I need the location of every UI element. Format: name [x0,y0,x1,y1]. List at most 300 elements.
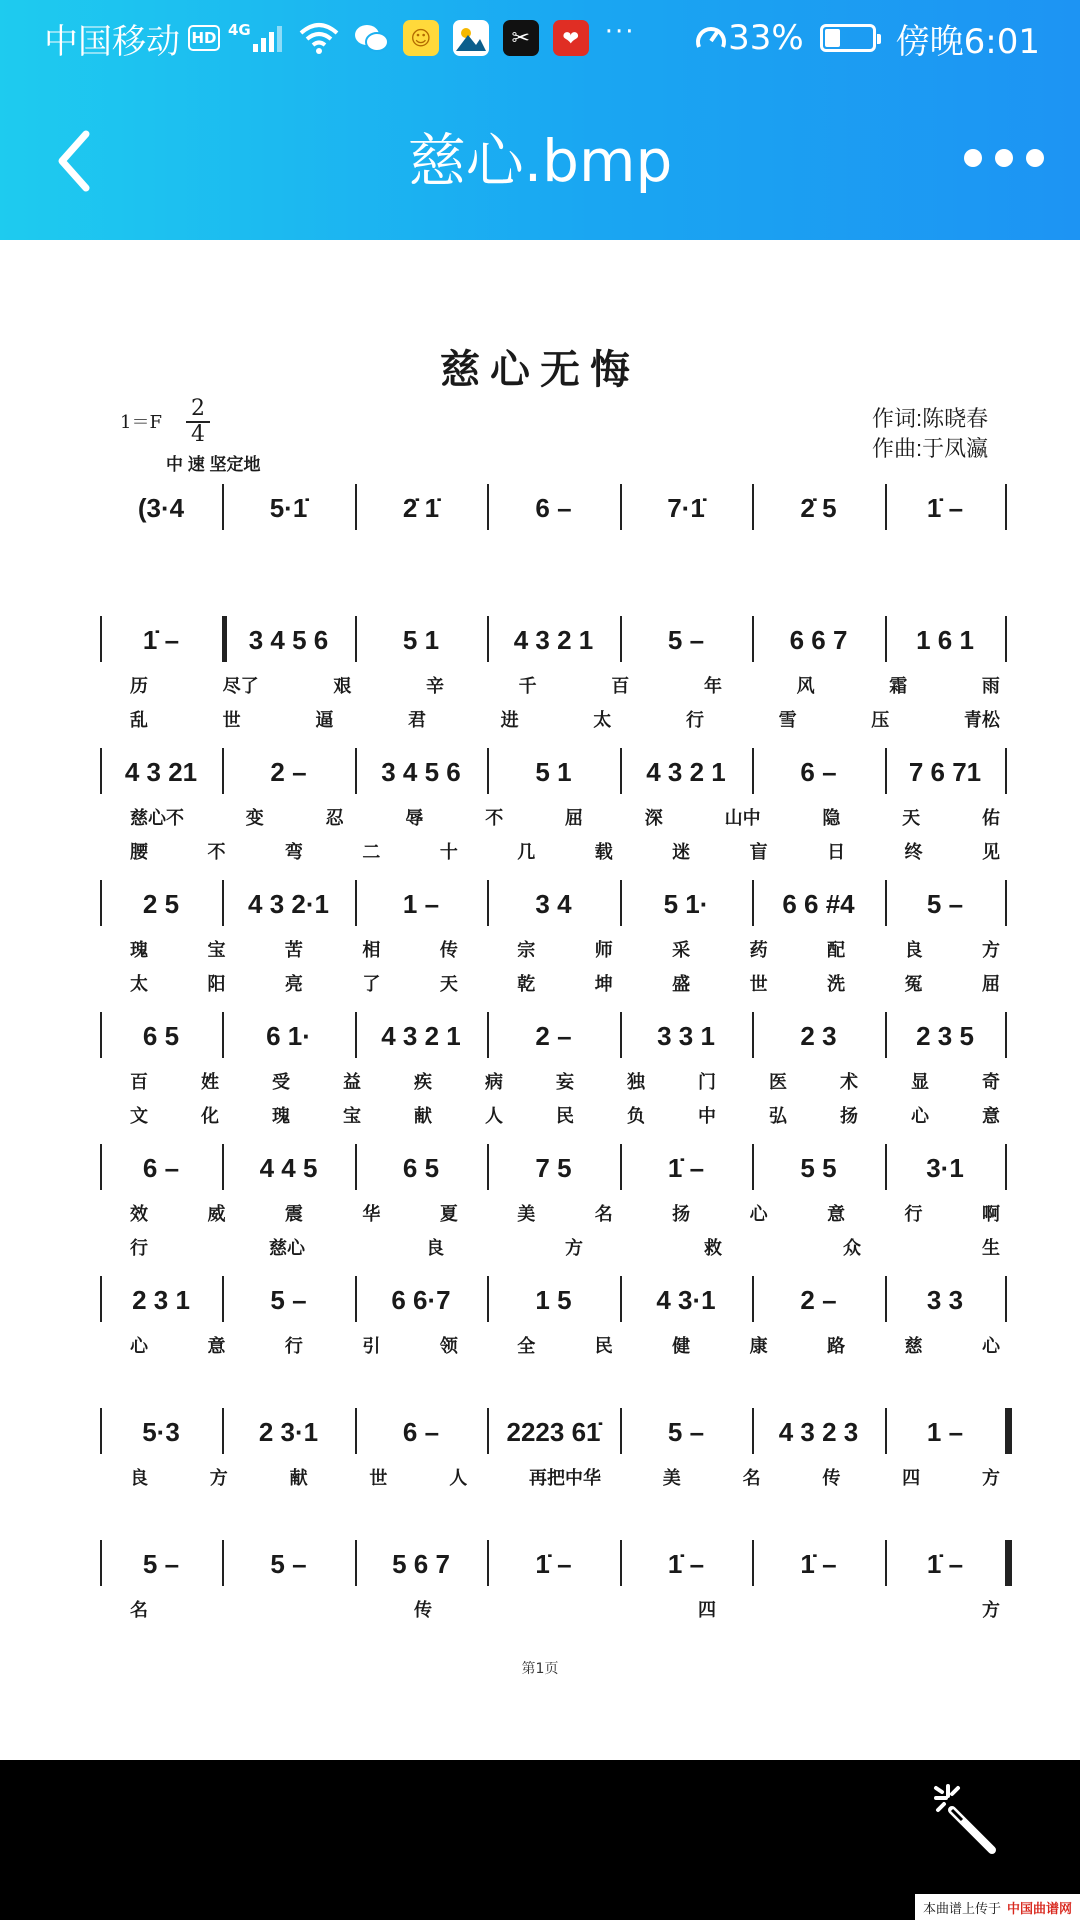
measure: 6 6 #4 [782,888,855,919]
barline [100,1012,102,1058]
lyric-word: 屈 [981,974,1000,995]
more-menu-button[interactable] [964,138,1044,178]
measure: 4 3 2 1 [513,624,594,655]
lyric-word: 献 [289,1468,308,1489]
lyric-line [130,1200,1000,1226]
lyric-word: 啊 [981,1204,1000,1225]
measure: 5·1̇ [269,492,308,523]
lyric-word: 名 [742,1468,761,1489]
lyric-word: 忍 [325,808,344,829]
barline [222,1540,224,1586]
measure: 5·3 [142,1416,180,1447]
lyric-word: 见 [981,842,1000,863]
score-title: 慈心无悔 [440,346,640,393]
lyric-word: 盛 [672,974,691,995]
barline [1005,1144,1007,1190]
lyric-word: 阳 [207,974,226,995]
lyric-word: 人 [485,1106,503,1127]
lyric-word: 君 [407,710,426,731]
lyric-word: 显 [911,1072,929,1093]
lyric-line [130,706,1000,732]
lyric-line [130,1234,1000,1260]
measure: 6 6·7 [391,1284,451,1315]
lyric-word: 宝 [343,1106,361,1127]
source-watermark: 本曲谱上传于 中国曲谱网 [915,1894,1080,1920]
barline [355,1408,357,1454]
lyric-word: 天 [439,974,458,995]
lyric-word: 压 [871,710,890,731]
barline [487,1408,489,1454]
lyric-word: 终 [904,842,923,863]
score-row [0,872,1080,1000]
time-signature: 2 4 [186,398,210,446]
barline [885,748,887,794]
barline [355,880,357,926]
lyric-word: 良 [426,1238,444,1259]
lyric-word: 行 [284,1336,303,1357]
lyric-word: 世 [369,1468,388,1489]
more-horizontal-icon [964,149,982,167]
measure: 5 – [667,624,705,655]
lyric-word: 夏 [439,1204,458,1225]
measure: 1 6 1 [916,624,974,655]
barline [487,484,489,530]
measure: 2 – [535,1020,572,1051]
barline [1005,484,1007,530]
lyric-word: 扬 [840,1106,858,1127]
status-bar-right [694,14,1040,62]
lyric-word: 坤 [594,974,613,995]
lyric-word: 效 [130,1204,148,1225]
lyric-word: 受 [272,1072,290,1093]
barline [487,1144,489,1190]
barline [1005,1012,1007,1058]
sheet-music-image [0,240,1080,1760]
page-number: 第1页 [521,1661,559,1677]
lyric-line [130,970,1000,996]
barline [487,1276,489,1322]
barline [222,1408,224,1454]
lyric-word: 再把中华 [528,1468,601,1489]
speed-icon [694,21,728,55]
lyric-word: 姓 [201,1072,219,1093]
emoji-app-icon: ☺ [403,20,439,56]
measure: 4 3·1 [656,1284,716,1315]
barline [355,616,357,662]
status-bar-left [44,14,636,62]
score-row [0,1532,1080,1660]
lyric-word: 益 [343,1072,361,1093]
measure: 2 – [270,756,307,787]
measure: 4 4 5 [259,1152,318,1183]
lyric-word: 行 [130,1238,148,1259]
lyric-word: 四 [902,1468,921,1489]
barline [1005,1408,1012,1454]
clock: 傍晚6:01 [895,21,1040,62]
lyric-word: 逼 [315,710,334,731]
score-row [0,1268,1080,1396]
lyric-word: 献 [414,1106,432,1127]
magic-wand-icon [922,1770,1012,1860]
lyric-word: 百 [611,676,630,697]
lyric-word: 太 [130,974,148,995]
lyric-word: 弘 [769,1106,787,1127]
lyric-word: 了 [362,974,381,995]
barline [620,616,622,662]
score-row [0,1400,1080,1528]
lyricist: 作词:陈晓春 [872,406,989,431]
lyric-word: 雨 [981,676,1000,697]
lyric-word: 慈心 [269,1238,305,1259]
barline [885,880,887,926]
capcut-icon: ✂ [503,20,539,56]
measure: 6 5 [402,1152,440,1183]
measure: 2 3 1 [132,1284,190,1315]
lyric-line [130,672,1000,698]
lyric-word: 山中 [724,808,761,829]
measure: 5 – [926,888,964,919]
measure: 7 5 [535,1152,572,1183]
wechat-icon [353,20,389,56]
measure: 6 – [535,492,572,523]
measure: 1̇ – [800,1548,837,1579]
barline [100,616,102,662]
barline [752,748,754,794]
barline [222,748,224,794]
lyric-word: 相 [362,940,381,961]
lyric-word: 十 [439,842,458,863]
lyric-word: 方 [982,1600,1000,1621]
barline [487,1012,489,1058]
lyric-word: 宗 [517,940,536,961]
lyric-word: 名 [130,1600,148,1621]
lyric-word: 心 [130,1336,148,1357]
lyric-word: 震 [284,1204,303,1225]
lyric-word: 传 [439,940,458,961]
lyric-word: 瑰 [130,940,148,961]
lyric-word: 配 [827,940,846,961]
lyric-word: 良 [904,940,923,961]
measure: 2 3 5 [916,1020,974,1051]
lyric-word: 民 [594,1336,613,1357]
lyric-word: 扬 [672,1204,691,1225]
network-type: 4G [228,21,251,39]
measure: 6 1· [266,1020,311,1051]
battery-icon [820,24,876,52]
measure: 1 – [926,1416,964,1447]
barline [620,1144,622,1190]
barline [752,1276,754,1322]
battery-percent: 33% [728,18,804,58]
barline [222,1276,224,1322]
lyric-word: 医 [769,1072,787,1093]
lyric-word: 四 [698,1600,716,1621]
measure: 5 1 [402,624,440,655]
lyric-word: 亮 [284,974,303,995]
barline [752,1408,754,1454]
measure: 1̇ – [667,1152,705,1183]
lyric-word: 病 [485,1072,503,1093]
barline [487,616,489,662]
measure: 3 4 5 6 [248,624,329,655]
lyric-line [130,838,1000,864]
bottom-toolbar [0,1760,1080,1920]
lyric-word: 历 [130,676,148,697]
more-notifications: ··· [604,17,636,47]
lyric-word: 传 [414,1600,432,1621]
barline [222,1012,224,1058]
lyric-word: 二 [362,842,381,863]
lyric-word: 方 [209,1468,228,1489]
barline [487,748,489,794]
lyric-word: 千 [518,676,537,697]
chevron-left-icon [44,118,124,204]
lyric-word: 门 [698,1072,716,1093]
lyric-word: 众 [843,1238,861,1259]
measure: 6 – [800,756,837,787]
key-signature: 1＝F [120,412,162,433]
lyric-word: 康 [749,1336,768,1357]
measure: 2223 61̇ [506,1416,601,1447]
barline [620,1012,622,1058]
lyric-word: 宝 [207,940,226,961]
measure: 2̇ 1̇ [402,492,440,523]
lyric-word: 艰 [333,676,352,697]
measure: 4 3 21 [124,756,198,787]
status-bar [0,0,1080,76]
lyric-word: 传 [822,1468,841,1489]
measure: 4 3 2·1 [248,888,329,919]
lyric-word: 腰 [130,842,148,863]
lyric-word: 百 [130,1072,148,1093]
barline [885,484,887,530]
lyric-word: 独 [627,1072,645,1093]
lyric-word: 方 [981,940,1000,961]
lyric-word: 屈 [564,808,583,829]
lyric-word: 盲 [749,842,768,863]
lyric-word: 药 [749,940,768,961]
mountain-app-icon [453,20,489,56]
lyric-line [130,1068,1000,1094]
barline [100,1276,102,1322]
barline [1005,616,1007,662]
lyric-word: 路 [827,1336,846,1357]
barline [1005,1540,1012,1586]
lyric-word: 不 [207,842,226,863]
measure: 1̇ – [142,624,180,655]
barline [885,1276,887,1322]
lyric-word: 乱 [130,710,148,731]
barline [752,1012,754,1058]
barline [885,616,887,662]
back-button[interactable] [44,118,124,204]
signal-icon [253,24,285,52]
lyric-word: 生 [982,1238,1000,1259]
lyric-word: 师 [594,940,613,961]
lyric-word: 青松 [963,710,1000,731]
lyric-word: 行 [904,1204,923,1225]
lyric-word: 民 [556,1106,574,1127]
score-row [0,1004,1080,1132]
enhance-button[interactable] [922,1770,1012,1860]
measure: 3 3 1 [657,1020,715,1051]
tempo-marking: 中 速 坚定地 [166,455,261,474]
lyric-word: 迷 [672,842,691,863]
barline [100,1540,102,1586]
barline [752,484,754,530]
lyric-word: 救 [704,1238,722,1259]
lyric-word: 方 [565,1238,583,1259]
lyric-word: 健 [672,1336,691,1357]
lyric-word: 意 [982,1106,1000,1127]
lyric-word: 佑 [981,808,1000,829]
measure: 3 4 [535,888,572,919]
measure: 2 5 [142,888,180,919]
measure: 5 – [270,1284,307,1315]
lyric-word: 全 [517,1336,536,1357]
measure: 1̇ – [667,1548,705,1579]
measure: 4 3 2 3 [778,1416,859,1447]
lyric-line [130,1464,1000,1490]
lyric-word: 意 [827,1204,846,1225]
lyric-word: 瑰 [272,1106,290,1127]
measure: 4 3 2 1 [381,1020,461,1051]
score-row [0,740,1080,868]
measure: 4 3 2 1 [646,756,726,787]
measure: 5 1 [535,756,572,787]
lyric-word: 意 [207,1336,226,1357]
lyric-word: 冤 [904,974,923,995]
barline [487,1540,489,1586]
site-logo: 中国曲谱网 [1006,1901,1072,1917]
document-title: 慈心.bmp [407,127,673,195]
measure: 1̇ – [535,1548,572,1579]
lyric-word: 名 [594,1204,613,1225]
lyric-word: 美 [517,1204,536,1225]
lyric-word: 采 [672,940,691,961]
measure: 1̇ – [926,492,964,523]
lyric-word: 文 [130,1106,148,1127]
measure: 5 – [667,1416,705,1447]
measure: 3 4 5 6 [381,756,461,787]
barline [752,1540,754,1586]
composer: 作曲:于凤瀛 [872,436,989,461]
score-row [0,1136,1080,1264]
barline [487,880,489,926]
lyric-word: 隐 [822,808,841,829]
lyric-line [130,936,1000,962]
measure: 5 6 7 [392,1548,450,1579]
measure: (3·4 [137,492,185,523]
lyric-line [130,804,1000,830]
score-row [0,608,1080,736]
credits [872,404,988,464]
lyric-word: 世 [222,710,241,731]
barline [620,1408,622,1454]
lyric-word: 辛 [425,676,444,697]
lyric-word: 人 [449,1468,468,1489]
barline [355,1540,357,1586]
barline [885,1408,887,1454]
barline [885,1540,887,1586]
lyric-line [130,1332,1000,1358]
measure: 6 6 7 [789,624,848,655]
lyric-word: 深 [644,808,663,829]
lyric-word: 慈心不 [130,808,184,829]
lyric-word: 妄 [556,1072,574,1093]
measure: 6 – [402,1416,440,1447]
lyric-word: 变 [245,808,264,829]
lyric-word: 载 [594,842,613,863]
nav-bar [0,96,1080,226]
measure: 2 – [800,1284,837,1315]
barline [885,1144,887,1190]
barline [1005,1276,1007,1322]
lyric-word: 慈 [904,1336,923,1357]
barline [355,1012,357,1058]
lyric-word: 几 [517,842,536,863]
barline [752,616,754,662]
measure: 2 3·1 [258,1416,319,1447]
measure: 7·1̇ [667,492,705,523]
lyric-word: 世 [749,974,768,995]
lyric-word: 风 [796,676,815,697]
lyric-word: 良 [130,1468,148,1489]
measure: 3·1 [926,1152,964,1183]
lyric-word: 年 [703,676,722,697]
lyric-word: 弯 [284,842,303,863]
lyric-line [130,1102,1000,1128]
lyric-word: 进 [500,710,519,731]
measure: 5 1· [663,888,709,919]
wifi-icon [299,21,339,55]
barline [355,1276,357,1322]
barline [222,484,224,530]
image-viewer[interactable] [0,240,1080,1760]
measure: 7 6 71 [908,756,982,787]
lyric-word: 苦 [284,940,303,961]
barline [752,880,754,926]
lyric-word: 不 [485,808,504,829]
measure: 6 5 [142,1020,180,1051]
measure: 2̇ 5 [800,492,837,523]
score-row [0,476,1080,604]
barline [222,1144,224,1190]
barline [355,1144,357,1190]
lyric-word: 威 [207,1204,226,1225]
measure: 2 3 [800,1020,837,1051]
lyric-line [130,1596,1000,1622]
lyric-word: 方 [981,1468,1000,1489]
lyric-word: 太 [593,710,612,731]
barline [355,484,357,530]
measure: 5 – [142,1548,180,1579]
barline [885,1012,887,1058]
barline [620,748,622,794]
pinduoduo-icon: ❤ [553,20,589,56]
carrier-name: 中国移动 [44,21,180,62]
lyric-word: 霜 [889,676,908,697]
lyric-word: 日 [827,842,846,863]
measure: 1̇ – [926,1548,964,1579]
hd-badge: HD [188,25,220,51]
measure: 5 5 [800,1152,837,1183]
lyric-word: 心 [911,1106,929,1127]
barline [620,484,622,530]
barline [1005,880,1007,926]
barline [620,880,622,926]
lyric-word: 负 [627,1106,645,1127]
